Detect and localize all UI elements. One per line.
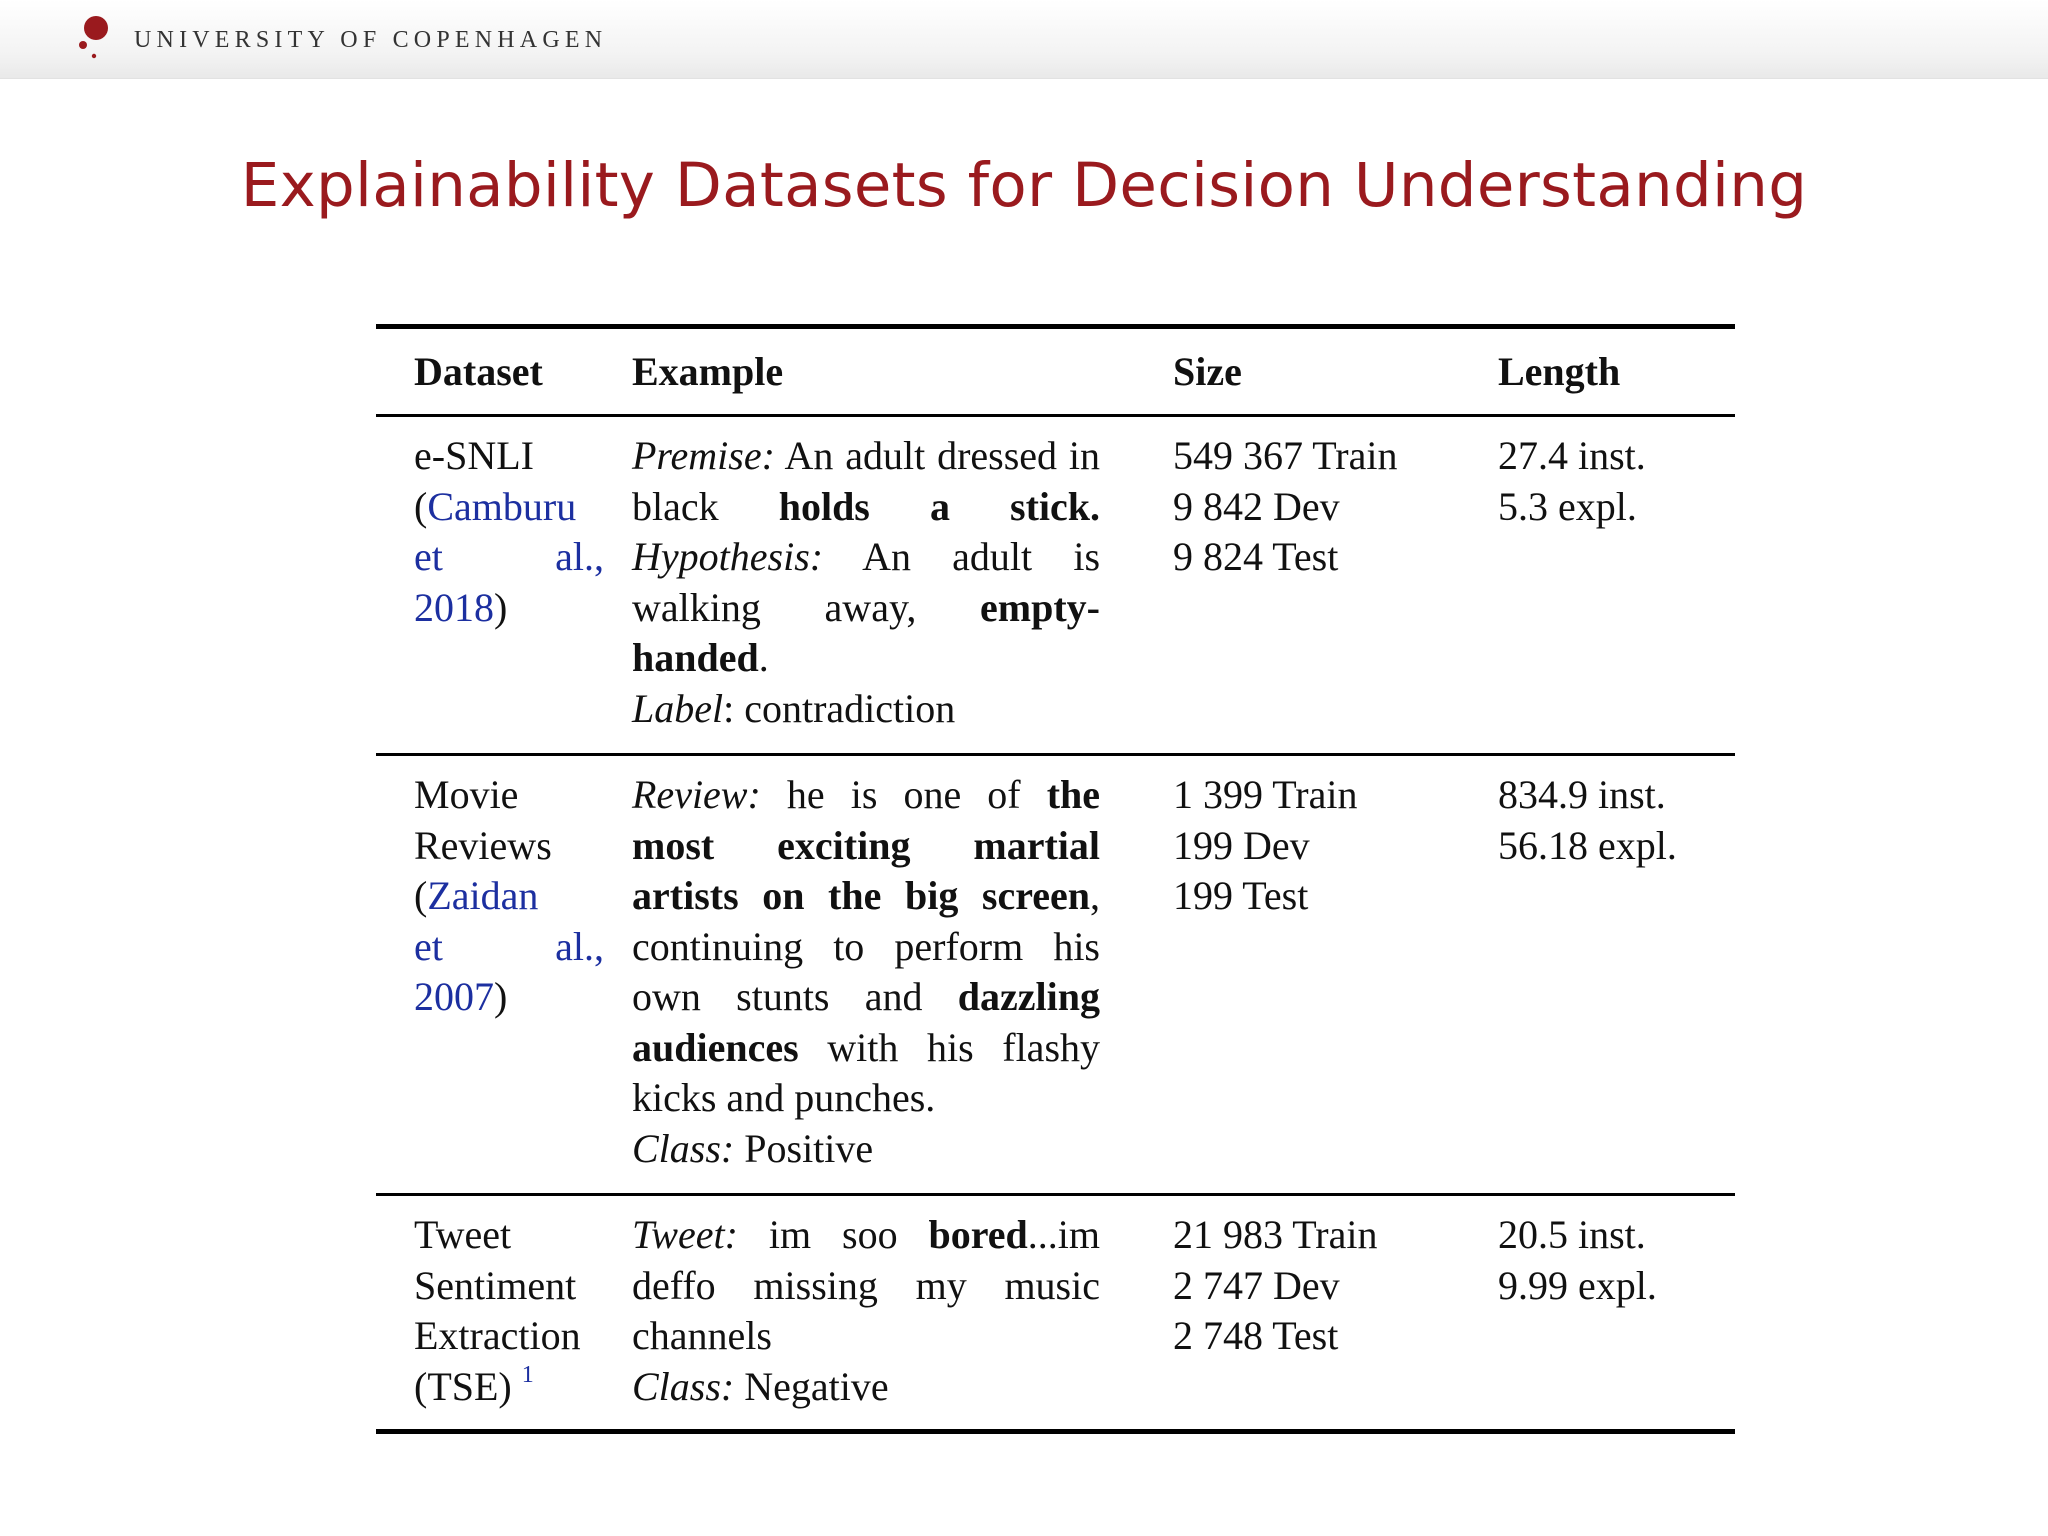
table-header-row <box>376 329 1735 417</box>
dataset-name: e-SNLI <box>414 433 534 478</box>
dataset-cell: e-SNLI (Camburu et al., 2018) <box>414 433 604 630</box>
table-row <box>376 1196 1735 1429</box>
length-cell: 20.5 inst. 9.99 expl. <box>1498 1212 1657 1308</box>
size-cell: 1 399 Train 199 Dev 199 Test <box>1173 772 1358 918</box>
example-cell: Premise: An adult dressed in black holds a stick. Hypothesis: An adult is walking away, empty-handed. Label: contradiction <box>632 433 1101 731</box>
dataset-cell: Movie Reviews (Zaidan et al., 2007) <box>414 772 604 1019</box>
example-cell: Review: he is one of the most exciting martial artists on the big screen, continuing to perform his own stunts and dazzling audiences with his flashy kicks and punches. Class: Positive <box>632 772 1101 1171</box>
citation-link[interactable]: et al., <box>414 923 604 969</box>
header-size: Size <box>1173 349 1242 394</box>
slide-header <box>0 0 2048 79</box>
citation-link[interactable]: 2007 <box>414 974 494 1019</box>
university-seal-icon <box>74 14 114 64</box>
header-example: Example <box>632 349 784 394</box>
table-row <box>376 756 1735 1196</box>
footnote-marker[interactable]: 1 <box>521 1361 534 1388</box>
size-cell: 549 367 Train 9 842 Dev 9 824 Test <box>1173 433 1398 579</box>
length-cell: 27.4 inst. 5.3 expl. <box>1498 433 1646 529</box>
size-cell: 21 983 Train 2 747 Dev 2 748 Test <box>1173 1212 1378 1358</box>
citation-link[interactable]: 2018 <box>414 584 494 630</box>
citation-link[interactable]: et al., <box>414 534 604 579</box>
header-length: Length <box>1498 349 1621 394</box>
length-cell: 834.9 inst. 56.18 expl. <box>1498 772 1677 868</box>
slide-title: Explainability Datasets for Decision Understanding <box>240 150 1808 221</box>
table-row <box>376 417 1735 756</box>
header-dataset: Dataset <box>414 349 543 394</box>
citation-link[interactable]: Camburu <box>427 483 577 529</box>
citation-link[interactable]: Zaidan <box>427 873 539 918</box>
datasets-table <box>376 324 1735 1434</box>
university-name: UNIVERSITY OF COPENHAGEN <box>134 27 608 53</box>
example-cell: Tweet: im soo bored...im deffo missing my music channels Class: Negative <box>632 1212 1101 1409</box>
dataset-cell: Tweet Sentiment Extraction (TSE) $^1$ <box>414 1212 581 1409</box>
